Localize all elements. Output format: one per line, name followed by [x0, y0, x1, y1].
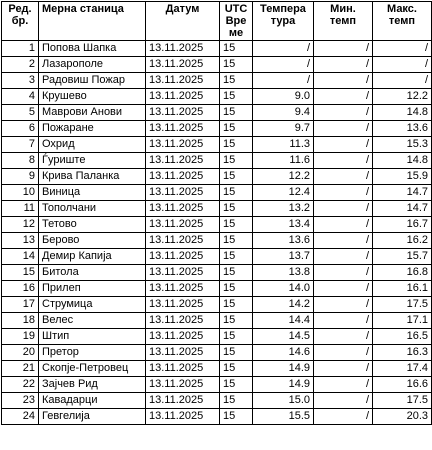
cell-date: 13.11.2025 [146, 41, 220, 57]
cell-max-temp: 16.5 [373, 329, 432, 345]
cell-min-temp: / [314, 153, 373, 169]
cell-station: Тетово [39, 217, 146, 233]
cell-date: 13.11.2025 [146, 297, 220, 313]
table-row [2, 313, 432, 329]
cell-temperature: 12.4 [253, 185, 314, 201]
table-row [2, 73, 432, 89]
table-row [2, 281, 432, 297]
cell-max-temp: 14.7 [373, 185, 432, 201]
cell-min-temp: / [314, 185, 373, 201]
table-row [2, 105, 432, 121]
cell-max-temp: 15.9 [373, 169, 432, 185]
table-row [2, 185, 432, 201]
cell-date: 13.11.2025 [146, 233, 220, 249]
cell-date: 13.11.2025 [146, 313, 220, 329]
cell-rank: 18 [2, 313, 39, 329]
cell-min-temp: / [314, 217, 373, 233]
cell-max-temp: 14.7 [373, 201, 432, 217]
cell-max-temp: 16.1 [373, 281, 432, 297]
cell-temperature: 14.9 [253, 361, 314, 377]
cell-utc: 15 [220, 249, 253, 265]
cell-temperature: / [253, 41, 314, 57]
cell-station: Претор [39, 345, 146, 361]
cell-date: 13.11.2025 [146, 393, 220, 409]
cell-rank: 10 [2, 185, 39, 201]
header-min-temp: Мин. темп [314, 2, 373, 41]
cell-utc: 15 [220, 217, 253, 233]
cell-date: 13.11.2025 [146, 169, 220, 185]
cell-rank: 15 [2, 265, 39, 281]
cell-rank: 22 [2, 377, 39, 393]
cell-station: Гевгелија [39, 409, 146, 425]
cell-station: Битола [39, 265, 146, 281]
cell-temperature: 9.0 [253, 89, 314, 105]
cell-temperature: 14.5 [253, 329, 314, 345]
cell-max-temp: / [373, 73, 432, 89]
cell-min-temp: / [314, 329, 373, 345]
cell-station: Пожаране [39, 121, 146, 137]
table-row [2, 233, 432, 249]
header-max-temp: Макс. темп [373, 2, 432, 41]
cell-date: 13.11.2025 [146, 201, 220, 217]
cell-date: 13.11.2025 [146, 217, 220, 233]
cell-utc: 15 [220, 89, 253, 105]
cell-station: Скопје-Петровец [39, 361, 146, 377]
table-header [2, 2, 432, 41]
cell-min-temp: / [314, 105, 373, 121]
cell-date: 13.11.2025 [146, 281, 220, 297]
cell-max-temp: 15.3 [373, 137, 432, 153]
cell-utc: 15 [220, 41, 253, 57]
table-row [2, 345, 432, 361]
cell-min-temp: / [314, 169, 373, 185]
cell-rank: 23 [2, 393, 39, 409]
cell-rank: 4 [2, 89, 39, 105]
cell-max-temp: 16.8 [373, 265, 432, 281]
cell-station: Кавадарци [39, 393, 146, 409]
cell-date: 13.11.2025 [146, 345, 220, 361]
cell-max-temp: 17.5 [373, 393, 432, 409]
cell-min-temp: / [314, 233, 373, 249]
cell-rank: 19 [2, 329, 39, 345]
cell-utc: 15 [220, 409, 253, 425]
cell-min-temp: / [314, 201, 373, 217]
cell-temperature: 13.4 [253, 217, 314, 233]
cell-min-temp: / [314, 313, 373, 329]
cell-date: 13.11.2025 [146, 153, 220, 169]
cell-date: 13.11.2025 [146, 185, 220, 201]
header-station: Мерна станица [39, 2, 146, 41]
cell-utc: 15 [220, 361, 253, 377]
cell-utc: 15 [220, 201, 253, 217]
cell-utc: 15 [220, 377, 253, 393]
cell-temperature: 13.6 [253, 233, 314, 249]
cell-date: 13.11.2025 [146, 89, 220, 105]
cell-rank: 11 [2, 201, 39, 217]
table-row [2, 409, 432, 425]
cell-max-temp: 16.6 [373, 377, 432, 393]
cell-rank: 8 [2, 153, 39, 169]
cell-temperature: 15.0 [253, 393, 314, 409]
cell-station: Прилеп [39, 281, 146, 297]
cell-rank: 6 [2, 121, 39, 137]
cell-temperature: 14.6 [253, 345, 314, 361]
cell-utc: 15 [220, 105, 253, 121]
cell-date: 13.11.2025 [146, 377, 220, 393]
cell-temperature: 11.3 [253, 137, 314, 153]
header-row [2, 2, 432, 41]
table-row [2, 377, 432, 393]
cell-max-temp: 16.3 [373, 345, 432, 361]
table-row [2, 201, 432, 217]
cell-temperature: 13.8 [253, 265, 314, 281]
cell-utc: 15 [220, 121, 253, 137]
cell-utc: 15 [220, 393, 253, 409]
cell-station: Зајчев Рид [39, 377, 146, 393]
table-row [2, 249, 432, 265]
cell-rank: 5 [2, 105, 39, 121]
cell-temperature: 13.7 [253, 249, 314, 265]
cell-station: Штип [39, 329, 146, 345]
cell-station: Маврови Анови [39, 105, 146, 121]
cell-min-temp: / [314, 409, 373, 425]
cell-date: 13.11.2025 [146, 249, 220, 265]
cell-utc: 15 [220, 153, 253, 169]
cell-temperature: 14.0 [253, 281, 314, 297]
table-row [2, 217, 432, 233]
cell-min-temp: / [314, 249, 373, 265]
cell-max-temp: 17.4 [373, 361, 432, 377]
cell-max-temp: 14.8 [373, 153, 432, 169]
cell-rank: 12 [2, 217, 39, 233]
cell-min-temp: / [314, 121, 373, 137]
cell-station: Струмица [39, 297, 146, 313]
table-row [2, 393, 432, 409]
cell-min-temp: / [314, 393, 373, 409]
cell-station: Крива Паланка [39, 169, 146, 185]
cell-min-temp: / [314, 265, 373, 281]
cell-rank: 7 [2, 137, 39, 153]
cell-max-temp: 20.3 [373, 409, 432, 425]
cell-rank: 1 [2, 41, 39, 57]
cell-date: 13.11.2025 [146, 57, 220, 73]
cell-rank: 17 [2, 297, 39, 313]
cell-utc: 15 [220, 265, 253, 281]
cell-utc: 15 [220, 281, 253, 297]
cell-rank: 21 [2, 361, 39, 377]
table-body [2, 41, 432, 425]
cell-station: Радовиш Пожар [39, 73, 146, 89]
cell-min-temp: / [314, 297, 373, 313]
cell-station: Виница [39, 185, 146, 201]
cell-min-temp: / [314, 361, 373, 377]
cell-date: 13.11.2025 [146, 105, 220, 121]
cell-utc: 15 [220, 57, 253, 73]
table-row [2, 57, 432, 73]
cell-date: 13.11.2025 [146, 361, 220, 377]
cell-station: Тополчани [39, 201, 146, 217]
cell-max-temp: 13.6 [373, 121, 432, 137]
cell-date: 13.11.2025 [146, 121, 220, 137]
cell-max-temp: 16.2 [373, 233, 432, 249]
header-utc: UTC Вре ме [220, 2, 253, 41]
cell-temperature: 13.2 [253, 201, 314, 217]
cell-temperature: 14.9 [253, 377, 314, 393]
cell-rank: 16 [2, 281, 39, 297]
cell-temperature: 15.5 [253, 409, 314, 425]
cell-station: Охрид [39, 137, 146, 153]
cell-utc: 15 [220, 185, 253, 201]
cell-temperature: 9.7 [253, 121, 314, 137]
cell-max-temp: / [373, 57, 432, 73]
cell-date: 13.11.2025 [146, 265, 220, 281]
cell-min-temp: / [314, 73, 373, 89]
header-temperature: Темпера тура [253, 2, 314, 41]
cell-min-temp: / [314, 377, 373, 393]
cell-station: Лазарополе [39, 57, 146, 73]
cell-min-temp: / [314, 281, 373, 297]
cell-rank: 14 [2, 249, 39, 265]
cell-utc: 15 [220, 345, 253, 361]
table-row [2, 329, 432, 345]
cell-temperature: / [253, 57, 314, 73]
cell-utc: 15 [220, 137, 253, 153]
table-row [2, 169, 432, 185]
cell-min-temp: / [314, 57, 373, 73]
cell-temperature: 12.2 [253, 169, 314, 185]
cell-utc: 15 [220, 297, 253, 313]
cell-utc: 15 [220, 169, 253, 185]
cell-station: Крушево [39, 89, 146, 105]
temperature-table [1, 1, 432, 425]
cell-max-temp: 16.7 [373, 217, 432, 233]
cell-max-temp: 14.8 [373, 105, 432, 121]
cell-date: 13.11.2025 [146, 137, 220, 153]
cell-rank: 24 [2, 409, 39, 425]
cell-station: Ѓуриште [39, 153, 146, 169]
cell-temperature: 14.2 [253, 297, 314, 313]
cell-date: 13.11.2025 [146, 73, 220, 89]
cell-station: Берово [39, 233, 146, 249]
cell-date: 13.11.2025 [146, 409, 220, 425]
header-rank: Ред. бр. [2, 2, 39, 41]
cell-utc: 15 [220, 233, 253, 249]
cell-temperature: 9.4 [253, 105, 314, 121]
cell-rank: 13 [2, 233, 39, 249]
cell-max-temp: 17.5 [373, 297, 432, 313]
cell-utc: 15 [220, 313, 253, 329]
cell-temperature: / [253, 73, 314, 89]
cell-max-temp: 15.7 [373, 249, 432, 265]
table-row [2, 41, 432, 57]
cell-max-temp: 12.2 [373, 89, 432, 105]
cell-rank: 3 [2, 73, 39, 89]
cell-min-temp: / [314, 137, 373, 153]
table-row [2, 265, 432, 281]
table-row [2, 121, 432, 137]
cell-station: Велес [39, 313, 146, 329]
cell-utc: 15 [220, 329, 253, 345]
cell-utc: 15 [220, 73, 253, 89]
table-row [2, 89, 432, 105]
cell-max-temp: / [373, 41, 432, 57]
table-row [2, 361, 432, 377]
table-row [2, 153, 432, 169]
cell-date: 13.11.2025 [146, 329, 220, 345]
cell-station: Демир Капија [39, 249, 146, 265]
cell-temperature: 11.6 [253, 153, 314, 169]
cell-rank: 9 [2, 169, 39, 185]
table-row [2, 137, 432, 153]
cell-min-temp: / [314, 345, 373, 361]
cell-rank: 2 [2, 57, 39, 73]
cell-temperature: 14.4 [253, 313, 314, 329]
header-date: Датум [146, 2, 220, 41]
table-row [2, 297, 432, 313]
cell-station: Попова Шапка [39, 41, 146, 57]
cell-min-temp: / [314, 41, 373, 57]
cell-rank: 20 [2, 345, 39, 361]
cell-min-temp: / [314, 89, 373, 105]
cell-max-temp: 17.1 [373, 313, 432, 329]
